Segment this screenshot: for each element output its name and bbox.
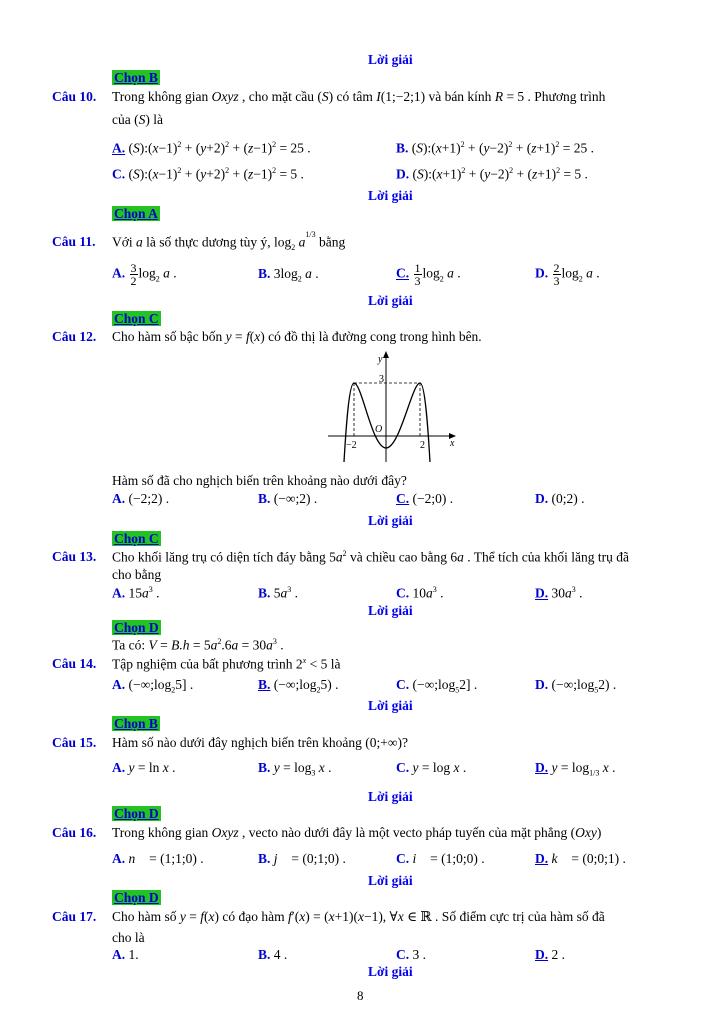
option-d: D. $\frac{2}{3}$ $\log_2 a$ . [535, 261, 600, 288]
option-d: D. k⃗ = (0;0;1) . [535, 851, 626, 866]
answer-badge: Chọn C [114, 311, 159, 326]
solution-label: Lời giải [368, 293, 413, 308]
origin-label: O [375, 424, 383, 435]
answer-badge: Chọn A [114, 206, 158, 221]
page-number: 8 [357, 988, 364, 1003]
question-text-line2: cho bằng [112, 567, 162, 582]
option-c: C. 3 . [396, 947, 426, 962]
option-c: C. $\frac{1}{3}$ $\log_2 a$ . [396, 261, 461, 288]
option-b: B. 4 . [258, 947, 288, 962]
x-tick-neg2: −2 [346, 440, 357, 451]
solution-label: Lời giải [368, 52, 413, 67]
option-b: B. $(-\infty;\log_25)$ . [258, 677, 339, 695]
option-a: A. $(S):(x-1)^2 + (y+2)^2 + (z-1)^2 = 25$ . [112, 140, 311, 156]
question-number: Câu 17. [52, 909, 97, 924]
question-text-line2: của (S) là [112, 112, 163, 127]
option-d: D. 2 . [535, 947, 565, 962]
solution-label: Lời giải [368, 789, 413, 804]
option-b: B. $y = \log_3 x$ . [258, 760, 332, 778]
question-number: Câu 11. [52, 234, 96, 249]
option-c: C. $(S):(x-1)^2 + (y+2)^2 + (z-1)^2 = 5$ . [112, 166, 304, 182]
question-number: Câu 13. [52, 549, 97, 564]
option-b: B. $5a^3$ . [258, 585, 299, 601]
option-d: D. $(S):(x+1)^2 + (y-2)^2 + (z+1)^2 = 5$ . [396, 166, 588, 182]
option-b: B. $3\log_2$ a . [258, 266, 319, 284]
option-a: A. $(-\infty;\log_25]$ . [112, 677, 194, 695]
solution-label: Lời giải [368, 873, 413, 888]
option-c: C. $10a^3$ . [396, 585, 444, 601]
answer-badge: Chọn B [114, 716, 158, 731]
option-d: D. $(-\infty;\log_52)$ . [535, 677, 617, 695]
question-text: Cho hàm số y = f(x) có đạo hàm f′(x) = (x+1)(x−1), ∀x ∈ ℝ . Số điểm cực trị của hàm số đã [112, 909, 605, 924]
question-number: Câu 15. [52, 735, 97, 750]
question-text: Trong không gian Oxyz , cho mặt cầu (S) có tâm I(1;−2;1) và bán kính R = 5 . Phương trình [112, 89, 606, 104]
option-d: D. $30a^3$ . [535, 585, 583, 601]
solution-label: Lời giải [368, 603, 413, 618]
question-text: Hàm số nào dưới đây nghịch biến trên khoảng (0;+∞)? [112, 735, 408, 750]
question-number: Câu 10. [52, 89, 97, 104]
answer-badge: Chọn D [114, 890, 159, 905]
question-text-line2: cho là [112, 930, 145, 945]
answer-badge: Chọn C [114, 531, 159, 546]
question-text: Cho hàm số bậc bốn y = f(x) có đồ thị là đường cong trong hình bên. [112, 329, 482, 344]
option-a: A. y = ln x . [112, 760, 176, 775]
option-d: D. $y = \log_{1/3} x$ . [535, 760, 616, 778]
question-text: Với a là số thực dương tùy ý, $\log_2 a^{1/3}$ bằng [112, 230, 346, 253]
answer-badge: Chọn D [114, 806, 159, 821]
solution-label: Lời giải [368, 513, 413, 528]
function-graph [324, 348, 462, 466]
question-text: Tập nghiệm của bất phương trình $2^x < 5$ là [112, 656, 341, 672]
option-c: C. y = log x . [396, 760, 467, 775]
solution-label: Lời giải [368, 188, 413, 203]
solution-label: Lời giải [368, 698, 413, 713]
option-a: A. 1. [112, 947, 139, 962]
option-d: D. (0;2) . [535, 491, 585, 506]
option-a: A. $\frac{3}{2}$ $\log_2 a$ . [112, 261, 177, 288]
question-text: Trong không gian Oxyz , vecto nào dưới đây là một vecto pháp tuyến của mặt phẳng (Oxy) [112, 825, 602, 840]
question-text: Cho khối lăng trụ có diện tích đáy bằng $5a^2$ và chiều cao bằng 6a . Thể tích của khối lăng trụ đã [112, 549, 630, 565]
y-label: y [378, 354, 383, 365]
option-a: A. $15a^3$ . [112, 585, 160, 601]
option-a: A. n⃗ = (1;1;0) . [112, 851, 204, 866]
x-tick-2: 2 [420, 440, 425, 451]
question-text-line2: Hàm số đã cho nghịch biến trên khoảng nào dưới đây? [112, 473, 407, 488]
x-label: x [450, 438, 455, 449]
question-number: Câu 16. [52, 825, 97, 840]
option-c: C. i⃗ = (1;0;0) . [396, 851, 485, 866]
option-c: C. $(-\infty;\log_52]$ . [396, 677, 478, 695]
solution-work: Ta có: $V = B.h = 5a^2.6a = 30a^3$ . [112, 637, 284, 653]
solution-label: Lời giải [368, 964, 413, 979]
y-tick-3: 3 [379, 374, 384, 385]
option-b: B. j⃗ = (0;1;0) . [258, 851, 346, 866]
option-c: C. (−2;0) . [396, 491, 454, 506]
answer-badge: Chọn D [114, 620, 159, 635]
question-number: Câu 12. [52, 329, 97, 344]
option-b: B. (−∞;2) . [258, 491, 318, 506]
question-number: Câu 14. [52, 656, 97, 671]
option-b: B. $(S):(x+1)^2 + (y-2)^2 + (z+1)^2 = 25$ . [396, 140, 594, 156]
answer-badge: Chọn B [114, 70, 158, 85]
option-a: A. (−2;2) . [112, 491, 170, 506]
